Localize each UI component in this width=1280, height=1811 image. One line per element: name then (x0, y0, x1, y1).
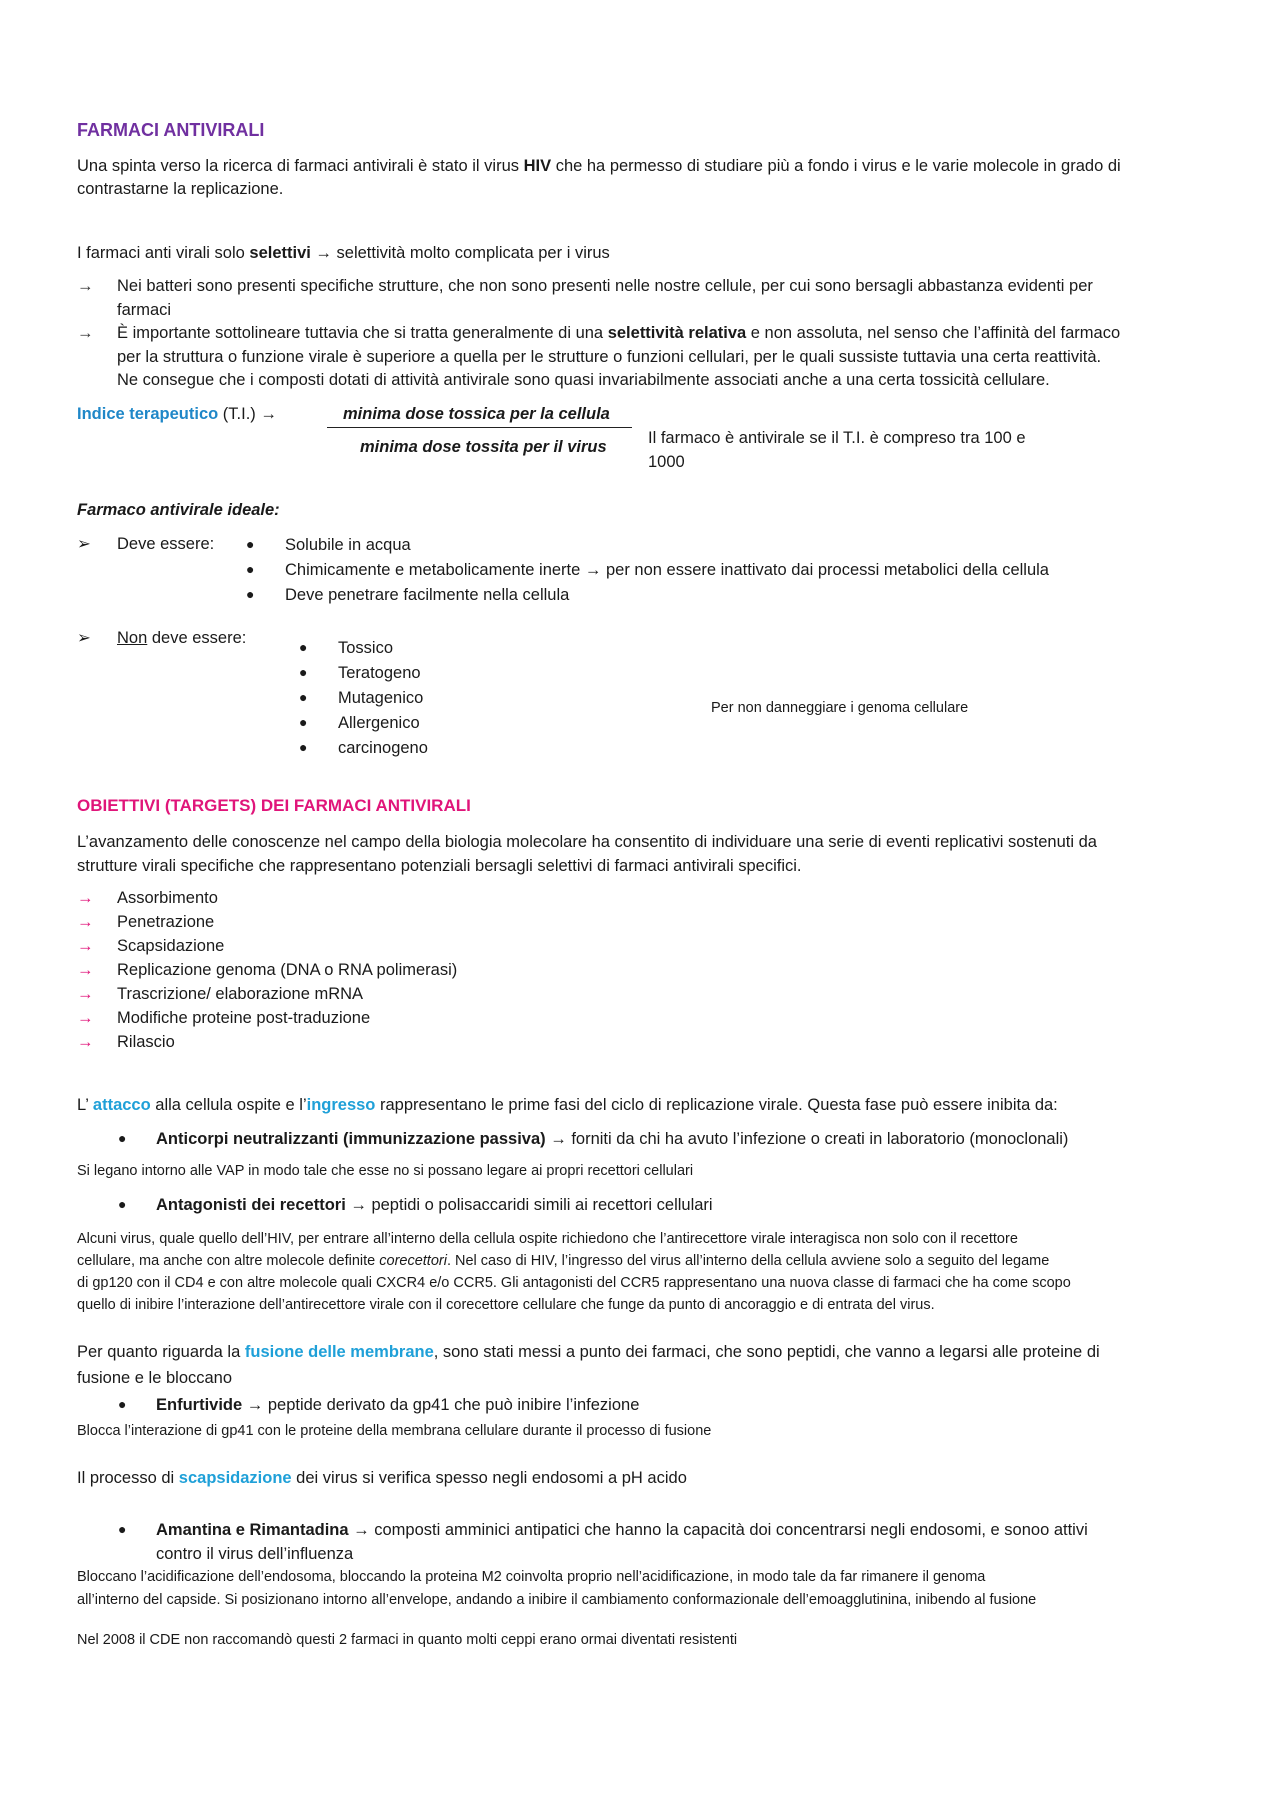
bullet-icon: ● (246, 586, 255, 602)
hiv-bold: HIV (523, 157, 552, 175)
uncoat-highlight: scapsidazione (178, 1469, 292, 1487)
antagonists-rest: → peptidi o polisaccaridi simili ai recettori cellulari (345, 1196, 713, 1214)
intro-text: Una spinta verso la ricerca di farmaci antivirali è stato il virus (77, 157, 524, 175)
selective-rest: → selettività molto complicata per i virus (310, 244, 610, 262)
must-item-1: Solubile in acqua (285, 536, 411, 554)
section-title-antiviral-drugs: FARMACI ANTIVIRALI (77, 120, 265, 140)
selective-line (77, 241, 610, 265)
bacteria-line-1: Nei batteri sono presenti specifiche strutture, che non sono presenti nelle nostre cellule, per cui sono bersagli abbastanza evidenti per (117, 277, 1093, 295)
target-item: Assorbimento (117, 889, 218, 907)
enfurtivide-line (156, 1393, 639, 1417)
fusion-highlight: fusione delle membrane (244, 1343, 434, 1361)
arrow-icon: → (77, 324, 94, 342)
arrow-icon: → (77, 277, 94, 295)
selective-bold: selettivi (249, 244, 311, 262)
attack-line (77, 1093, 1058, 1117)
bullet-icon: ● (118, 1130, 127, 1146)
antibodies-bold: Anticorpi neutralizzanti (immunizzazione passiva) (156, 1130, 546, 1148)
target-item: Rilascio (117, 1033, 175, 1051)
attack-text: L’ (77, 1096, 93, 1114)
antagonists-note-1: Alcuni virus, quale quello dell’HIV, per entrare all’interno della cellula ospite richiedono che l’antirecettore virale interagisca non solo con il recettore (77, 1231, 1018, 1247)
mustnot-item-3: Mutagenico (338, 689, 424, 707)
attack-text: alla cellula ospite e l’ (150, 1096, 307, 1114)
amantadine-line-2: contro il virus dell’influenza (156, 1545, 354, 1563)
intro-line-2: contrastarne la replicazione. (77, 180, 284, 198)
fraction-line (327, 427, 632, 428)
fusion-line-2: fusione e le bloccano (77, 1369, 233, 1387)
bullet-icon: ● (299, 739, 308, 755)
fusion-note: Blocca l’interazione di gp41 con le proteine della membrana cellulare durante il processo di fusione (77, 1423, 712, 1439)
selective-text: I farmaci anti virali solo (77, 244, 250, 262)
attack-highlight: attacco (92, 1096, 151, 1114)
bacteria-line-2: farmaci (117, 301, 172, 319)
ti-abbr: (T.I.) → (218, 405, 277, 423)
bullet-icon: ● (246, 561, 255, 577)
ideal-heading: Farmaco antivirale ideale: (77, 501, 280, 519)
must-label: Deve essere: (117, 535, 215, 553)
antibodies-note: Si legano intorno alle VAP in modo tale che esse no si possano legare ai propri recettori cellulari (77, 1163, 694, 1179)
chevron-icon: ➢ (77, 535, 91, 553)
must-item-2: Chimicamente e metabolicamente inerte → per non essere inattivato dai processi metabolici della cellula (285, 561, 1049, 579)
arrow-icon: → (77, 961, 94, 979)
target-item: Scapsidazione (117, 937, 225, 955)
relative-text: È importante sottolineare tuttavia che si tratta generalmente di una (117, 324, 608, 342)
antagonists-line (156, 1193, 713, 1217)
enfurtivide-rest: → peptide derivato da gp41 che può inibire l’infezione (242, 1396, 640, 1414)
antibodies-rest: → forniti da chi ha avuto l’infezione o creati in laboratorio (monoclonali) (545, 1130, 1069, 1148)
mustnot-item-1: Tossico (338, 639, 394, 657)
bullet-icon: ● (118, 1521, 127, 1537)
target-item: Replicazione genoma (DNA o RNA polimerasi) (117, 961, 458, 979)
bullet-icon: ● (118, 1396, 127, 1412)
ti-label-line (77, 402, 277, 426)
section-title-targets: OBIETTIVI (TARGETS) DEI FARMACI ANTIVIRALI (77, 796, 471, 815)
targets-intro-2: strutture virali specifiche che rappresentano potenziali bersagli selettivi di farmaci antivirali specifici. (77, 857, 802, 875)
ti-numerator: minima dose tossica per la cellula (343, 405, 610, 423)
targets-intro-1: L’avanzamento delle conoscenze nel campo della biologia molecolare ha consentito di individuare una serie di eventi replicativi sostenuti da (77, 833, 1097, 851)
note-text: . Nel caso di HIV, l’ingresso del virus all’interno della cellula avviene solo a seguito del legame (446, 1253, 1050, 1269)
relative-line-2: per la struttura o funzione virale è superiore a quella per le strutture o funzioni cellulari, per le quali sussiste tuttavia una certa reattività. (117, 348, 1102, 366)
fusion-line-1 (77, 1340, 1100, 1364)
ingress-highlight: ingresso (306, 1096, 376, 1114)
coreceptors-italic: corecettori (379, 1253, 447, 1269)
arrow-icon: → (77, 889, 94, 907)
intro-text-cont: che ha permesso di studiare più a fondo i virus e le varie molecole in grado di (551, 157, 1121, 175)
intro-line-1 (77, 154, 1121, 178)
bullet-icon: ● (246, 536, 255, 552)
note-text: cellulare, ma anche con altre molecole definite (77, 1253, 380, 1269)
relative-line-1 (117, 321, 1120, 345)
enfurtivide-bold: Enfurtivide (156, 1396, 243, 1414)
ti-note-1: Il farmaco è antivirale se il T.I. è compreso tra 100 e (648, 429, 1026, 447)
amantadine-line-1 (156, 1518, 1088, 1542)
ti-note-2: 1000 (648, 453, 685, 471)
fusion-text: Per quanto riguarda la (77, 1343, 245, 1361)
mustnot-item-4: Allergenico (338, 714, 420, 732)
antagonists-note-3: di gp120 con il CD4 e con altre molecole quali CXCR4 e/o CCR5. Gli antagonisti del CCR5 rappresentano una nuova classe di farmaci che ha come scopo (77, 1275, 1071, 1291)
fusion-text: , sono stati messi a punto dei farmaci, che sono peptidi, che vanno a legarsi alle proteine di (433, 1343, 1100, 1361)
must-item-3: Deve penetrare facilmente nella cellula (285, 586, 570, 604)
mustnot-label (117, 626, 246, 650)
amantadine-rest: → composti amminici antipatici che hanno la capacità doi concentrarsi negli endosomi, e sonoo attivi (348, 1521, 1088, 1539)
chevron-icon: ➢ (77, 629, 91, 647)
arrow-icon: → (77, 1009, 94, 1027)
ti-label: Indice terapeutico (77, 405, 219, 423)
arrow-icon: → (77, 913, 94, 931)
mustnot-item-2: Teratogeno (338, 664, 421, 682)
bullet-icon: ● (299, 714, 308, 730)
mustnot-underline: Non (117, 629, 148, 647)
ti-denominator: minima dose tossita per il virus (360, 438, 607, 456)
uncoat-text: dei virus si verifica spesso negli endosomi a pH acido (291, 1469, 687, 1487)
amantadine-bold: Amantina e Rimantadina (156, 1521, 349, 1539)
target-item: Penetrazione (117, 913, 215, 931)
target-item: Modifiche proteine post-traduzione (117, 1009, 371, 1027)
relative-bold: selettività relativa (607, 324, 747, 342)
antagonists-bold: Antagonisti dei recettori (156, 1196, 346, 1214)
arrow-icon: → (77, 985, 94, 1003)
uncoat-text: Il processo di (77, 1469, 179, 1487)
target-item: Trascrizione/ elaborazione mRNA (117, 985, 364, 1003)
cde-note: Nel 2008 il CDE non raccomandò questi 2 farmaci in quanto molti ceppi erano ormai diventati resistenti (77, 1632, 738, 1648)
mustnot-label-text: deve essere: (147, 629, 247, 647)
uncoat-note-2: all’interno del capside. Si posizionano intorno all’envelope, andando a inibire il cambiamento conformazionale dell’emoagglutinina, inibendo al fusione (77, 1592, 1037, 1608)
arrow-icon: → (77, 937, 94, 955)
bullet-icon: ● (299, 639, 308, 655)
bullet-icon: ● (299, 689, 308, 705)
relative-line-3: Ne consegue che i composti dotati di attività antivirale sono quasi invariabilmente associati anche a una certa tossicità cellulare. (117, 371, 1050, 389)
mustnot-note: Per non danneggiare i genoma cellulare (711, 700, 969, 716)
antagonists-note-2 (77, 1250, 1049, 1272)
attack-text: rappresentano le prime fasi del ciclo di replicazione virale. Questa fase può essere inibita da: (375, 1096, 1058, 1114)
antagonists-note-4: quello di inibire l’interazione dell’antirecettore virale con il corecettore cellulare che funge da punto di ancoraggio e di entrata del virus. (77, 1297, 935, 1313)
uncoat-note-1: Bloccano l’acidificazione dell’endosoma, bloccando la proteina M2 coinvolta proprio nell’acidificazione, in modo tale da far rimanere il genoma (77, 1569, 986, 1585)
antibodies-line (156, 1127, 1068, 1151)
relative-rest: e non assoluta, nel senso che l’affinità del farmaco (746, 324, 1121, 342)
mustnot-item-5: carcinogeno (338, 739, 428, 757)
bullet-icon: ● (118, 1196, 127, 1212)
uncoat-line (77, 1466, 687, 1490)
bullet-icon: ● (299, 664, 308, 680)
arrow-icon: → (77, 1033, 94, 1051)
